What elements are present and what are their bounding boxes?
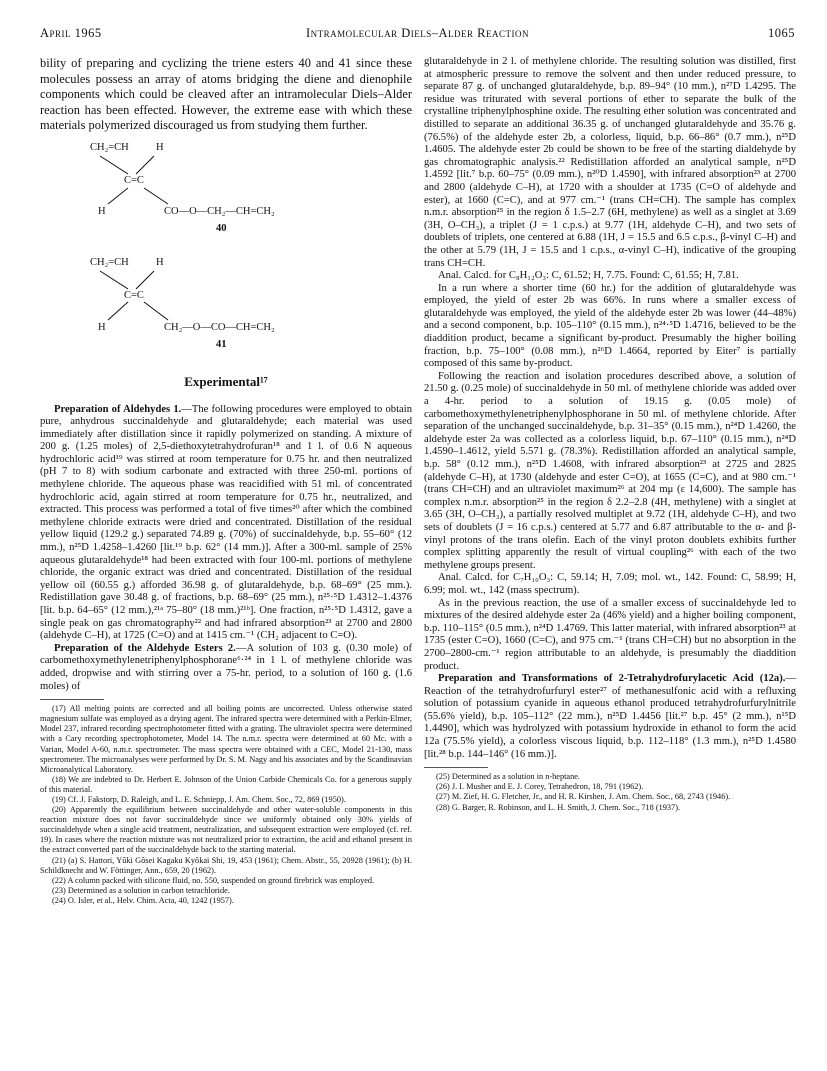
header-date: April 1965 [40,26,102,40]
left-footnotes [40,704,412,906]
esters-paragraph [40,643,412,693]
running-header [40,26,795,46]
footnote-rule [424,767,488,768]
right-footnotes [424,772,796,812]
tetrahydrofuryl-text: —Reaction of the tetrahydrofurfuryl ester²⁷ of methanesulfonic acid with a refluxing solution of potassium cyanide in aqueous ethanol produced tetrahydrofurfurylnitrile (55.6% yield), b.p. 105–112° (22 mm.), n²⁵D 1.4456 [lit.²⁷ b.p. 45° (2 mm.), n¹⁵D 1.4490], which was hydrolyzed with potassium hydroxide in ethanol to form the acid 12a (75.5% yield), a colorless viscous liquid, b.p. 112–118° (1.3 mm.), n²⁵D 1.4580 [lit.²⁸ b.p. 144–146° (16 mm.)]. [424,673,796,760]
aldehydes-text: —The following procedures were employed to obtain pure, anhydrous succinaldehyde and glutaraldehyde; each material was used immediately after distillation since it rapidly polymerized on standing. A mixture of 200 g. (1.25 moles) of 2,5-diethoxytetrahydrofuran¹⁸ and 1 l. of 0.6 N aqueous hydrochloric acid¹⁹ was stirred at room temperature for 0.75 hr. and then neutralized (pH 7 to 8) with sodium carbonate and extracted with three 250-ml. portions of methylene chloride. The aqueous phase was reacidified with 51 ml. of concentrated hydrochloric acid, again stirred at room temperature for 0.75 hr., neutralized, and extracted. This process was performed a total of five times²⁰ after which the combined methylene chloride extracts were dried and concentrated. Distillation of the residual yellow liquid (129.2 g.) separated 74.89 g. (70%) of succinaldehyde, b.p. 55–60° (12 mm.), n²⁵D 1.4258–1.4260 [lit.¹⁹ b.p. 62° (14 mm.)]. After a 300-ml. sample of 25% aqueous glutaraldehyde¹⁸ had been extracted with four 100-ml. portions of methylene chloride, the organic extract was dried and concentrated. Distillation of the residual yellow oil (60.55 g.) afforded 36.98 g. of glutaraldehyde, b.p. 68–69° (25 mm.). Redistillation gave 30.48 g. of fractions, b.p. 68–69° (25 mm.), n²⁵·⁵D 1.4312–1.4376 [lit. b.p. 64–65° (12 mm.),²¹ᵃ 75–80° (18 mm.)²¹ᵇ]. One fraction, n²⁵·⁵D 1.4312, gave a single peak on gas chromatography²² and had infrared absorption²³ at 2700 and 2800 (aldehyde C–H), at 1725 (C=O) and at 1415 cm.⁻¹ (CH₂ adjacent to C=O). [40,403,412,642]
analysis-paragraph: Anal. Calcd. for C₇H₁₀O₃: C, 59.14; H, 7.09; mol. wt., 142. Found: C, 58.99; H, 6.99; mol. wt., 142 (mass spectrum). [424,572,796,596]
experimental-heading: Experimental¹⁷ [184,373,268,389]
tetrahydrofuryl-head: Preparation and Transformations of 2-Tetrahydrofurylacetic Acid (12a). [438,673,786,685]
footnote-rule [40,699,104,700]
page-number: 1065 [768,26,795,40]
structure-bonds [40,134,412,404]
s40-mid: C=C [124,174,144,186]
footnote: (26) J. I. Musher and E. J. Corey, Tetrahedron, 18, 791 (1962). [436,782,644,792]
s41-label: 41 [216,338,227,350]
aldehydes-paragraph [40,404,412,643]
s41-mid: C=C [124,289,144,301]
footnote: (24) O. Isler, et al., Helv. Chim. Acta, 40, 1242 (1957). [52,895,234,905]
footnote: (21) (a) S. Hattori, Yûki Gôsei Kagaku Kyôkai Shi, 19, 453 (1961); Chem. Abstr., 55, 20928 (1961); (b) H. Schildknecht and W. Föttinger, Ann., 659, 20 (1962). [40,855,412,875]
footnote: (18) We are indebted to Dr. Herbert E. Johnson of the Union Carbide Chemicals Co. for a generous supply of this material. [40,774,412,794]
body-paragraph: In a run where a shorter time (60 hr.) for the addition of glutaraldehyde was employed, the yield of ester 2b was 66%. In runs where a smaller excess of glutaraldehyde was employed, the yield of the aldehyde ester 2b was lower (44–48%) and a second component, b.p. 105–110° (0.15 mm.), n²⁴·⁵D 1.4716, believed to be the diaddition product, became a significant by-product. Presumably the higher boiling fraction, b.p. 75–100° (0.08 mm.), n²⁶D 1.4664, reported by Eiter⁷ is partially composed of this same by-product. [424,282,796,370]
footnote: (23) Determined as a solution in carbon tetrachloride. [52,885,230,895]
s41-bot-right: CH₂—O—CO—CH=CH₂ [164,321,275,333]
esters-text: —A solution of 103 g. (0.30 mole) of carbomethoxymethylenetriphenylphosphorane⁶·²⁴ in 1 l. of methylene chloride was added, dropwise and with stirring over a 75-hr. period, to a solution of 160 g. (1.6 moles) of [40,642,412,692]
header-title: Intramolecular Diels–Alder Reaction [305,26,530,40]
s40-top-right: H [156,141,164,153]
s41-bot-left: H [98,321,106,333]
footnote: (28) G. Barger, R. Robinson, and L. H. Smith, J. Chem. Soc., 718 (1937). [436,802,681,812]
analysis-paragraph: Anal. Calcd. for C₈H₁₂O₃: C, 61.52; H, 7.75. Found: C, 61.55; H, 7.81. [438,270,739,282]
right-column [424,56,796,813]
structures-40-41 [40,134,412,404]
s40-bot-right: CO—O—CH₂—CH=CH₂ [164,205,275,217]
aldehydes-head: Preparation of Aldehydes 1. [54,403,182,415]
footnote: (22) A column packed with silicone fluid, no. 550, suspended on ground firebrick was employed. [52,875,375,885]
body-paragraph: As in the previous reaction, the use of a smaller excess of succinaldehyde led to mixtures of the desired aldehyde ester 2a (46% yield) and a higher boiling component, b.p. 110–115° (0.5 mm.), n²⁴D 1.4769. This latter material, with infrared absorption²³ at 1735 (ester C=O), 1660 (C=C), and 975 cm.⁻¹ (trans CH=CH) but no absorption in the 2700–2800-cm.⁻¹ region attributable to an aldehyde, is presumably the diaddition product. [424,597,796,672]
s40-bot-left: H [98,205,106,217]
footnote: (17) All melting points are corrected and all boiling points are uncorrected. Unless otherwise stated magnesium sulfate was employed as a drying agent. The infrared spectra were determined with a Perkin-Elmer, Model 237, infrared recording spectrophotometer fitted with a grating. The ultraviolet spectra were determined with a Cary recording spectrophotometer, Model 14. The n.m.r. spectra were determined at 60 Mc. with a Varian, Model A-60, n.m.r. spectrometer. The mass spectra were obtained with a CEC, Model 21-130, mass spectrometer. The microanalyses were performed by Dr. S. M. Nagy and his associates and by the Scandinavian Microanalytical Laboratory. [40,704,412,774]
s41-top-left: CH₂=CH [90,256,129,268]
s40-top-left: CH₂=CH [90,141,129,153]
body-paragraph: Following the reaction and isolation procedures described above, a solution of 21.50 g. (0.25 mole) of succinaldehyde in 50 ml. of methylene chloride was added over a 4-hr. period to a solution of 19.15 g. (0.05 mole) of carbomethoxymethylenetriphenylphosphorane in 50 ml. of methylene chloride. After separation of the unchanged succinaldehyde, b.p. 31–35° (0.15 mm.), n²⁴D 1.4260, the aldehyde ester 2a was collected as a colorless liquid, b.p. 67–110° (0.15 mm.), n²⁴D 1.4590–1.4612, yield 5.571 g. (78.3%). Redistillation afforded an analytical sample, b.p. 58° (0.12 mm.), n²⁵D 1.4608, with infrared absorption²³ at 2725 and 2825 (aldehyde C–H), at 1730 (aldehyde and ester C=O), at 1655 (C=C), and at 980 cm.⁻¹ (trans CH=CH) and an ultraviolet maximum²⁶ at 204 mμ (ε 14,600). The sample has complex n.m.r. absorption²⁵ in the region δ 2.2–2.8 (4H, methylene) with a singlet at 3.65 (3H, O–CH₃), a partially resolved multiplet at 9.72 (1H, aldehyde C–H), and two sets of doublets (J = 16 c.p.s.) centered at 5.77 and 6.87 attributable to the α- and β-vinyl protons of the trans olefin. Each of the vinyl proton doublets exhibits further complex splitting apparently the result of virtual coupling²⁶ with each of the two methylene groups present. [424,370,796,571]
body-paragraph: glutaraldehyde in 2 l. of methylene chloride. The resulting solution was distilled, first at atmospheric pressure to remove the solvent and then under reduced pressure, to separate 87 g. of unchanged glutaraldehyde, b.p. 89–94° (10 mm.), n²⁷D 1.4295. The residue was triturated with several portions of ether to separate the bulk of the crystalline triphenylphosphine oxide. The resulting ether solution was concentrated and distilled to separate an additional 36.35 g. of unchanged glutaraldehyde and 35.76 g. (76.5%) of the aldehyde ester 2b, a colorless, liquid, b.p. 66–86° (0.7 mm.), n²⁵D 1.4605. The aldehyde ester 2b could be shown to be free of the starting dialdehyde by gas chromatographic analysis.²² Redistillation afforded an analytical sample, n²⁵D 1.4592 [lit.⁷ b.p. 60–75° (0.09 mm.), n²⁰D 1.4590], with infrared absorption²³ at 2700 and 2800 (aldehyde C–H), at 1720 with a shoulder at 1735 (C=O of aldehyde and ester), at 1660 (C=C), and at 977 cm.⁻¹ (trans CH=CH). The sample has complex n.m.r. absorption²⁵ in the region δ 1.5–2.7 (6H, methylene) as well as a singlet at 3.69 (3H, O–CH₃), a triplet (J = 1 c.p.s.) at 9.77 (1H, aldehyde C–H), and two sets of doublets of triplets, one centered at 6.88 (1H, J = 15.5 and 6.5 c.p.s., β-vinyl C–H) and the other at 5.79 (1H, J = 15.5 and 1 c.p.s., α-vinyl C–H), indicative of the grouping trans CH=CH. [424,56,796,269]
s40-label: 40 [216,222,227,234]
footnote: (20) Apparently the equilibrium between succinaldehyde and other water-soluble components in this reaction mixture does not favor succinaldehyde since we uniformly obtained only 30% yields of succinaldehyde when a single acid treatment, neutralization, and subsequent extraction were employed (cf. ref. 19). In cases where the reaction mixture was not neutralized prior to extraction, the acid and ethanol present in the extract converted part of the succinaldehyde back to the starting material. [40,805,412,855]
esters-head: Preparation of the Aldehyde Esters 2. [54,642,236,654]
left-column [40,56,412,906]
footnote: (27) M. Zief, H. G. Fletcher, Jr., and H. R. Kirshen, J. Am. Chem. Soc., 68, 2743 (1946). [436,792,731,802]
intro-paragraph: bility of preparing and cyclizing the triene esters 40 and 41 since these molecules possess an array of atoms bridging the diene and dienophile components which could be cleaved after an intramolecular Diels–Alder reaction has been effected. However, the extreme ease with which these materials polymerized discouraged us from studying them further. [40,56,412,132]
s41-top-right: H [156,256,164,268]
tetrahydrofuryl-paragraph [424,673,796,761]
footnote: (19) Cf. J. Fakstorp, D. Raleigh, and L. E. Schniepp, J. Am. Chem. Soc., 72, 869 (1950). [52,795,346,804]
footnote: (25) Determined as a solution in n-heptane. [436,772,581,782]
